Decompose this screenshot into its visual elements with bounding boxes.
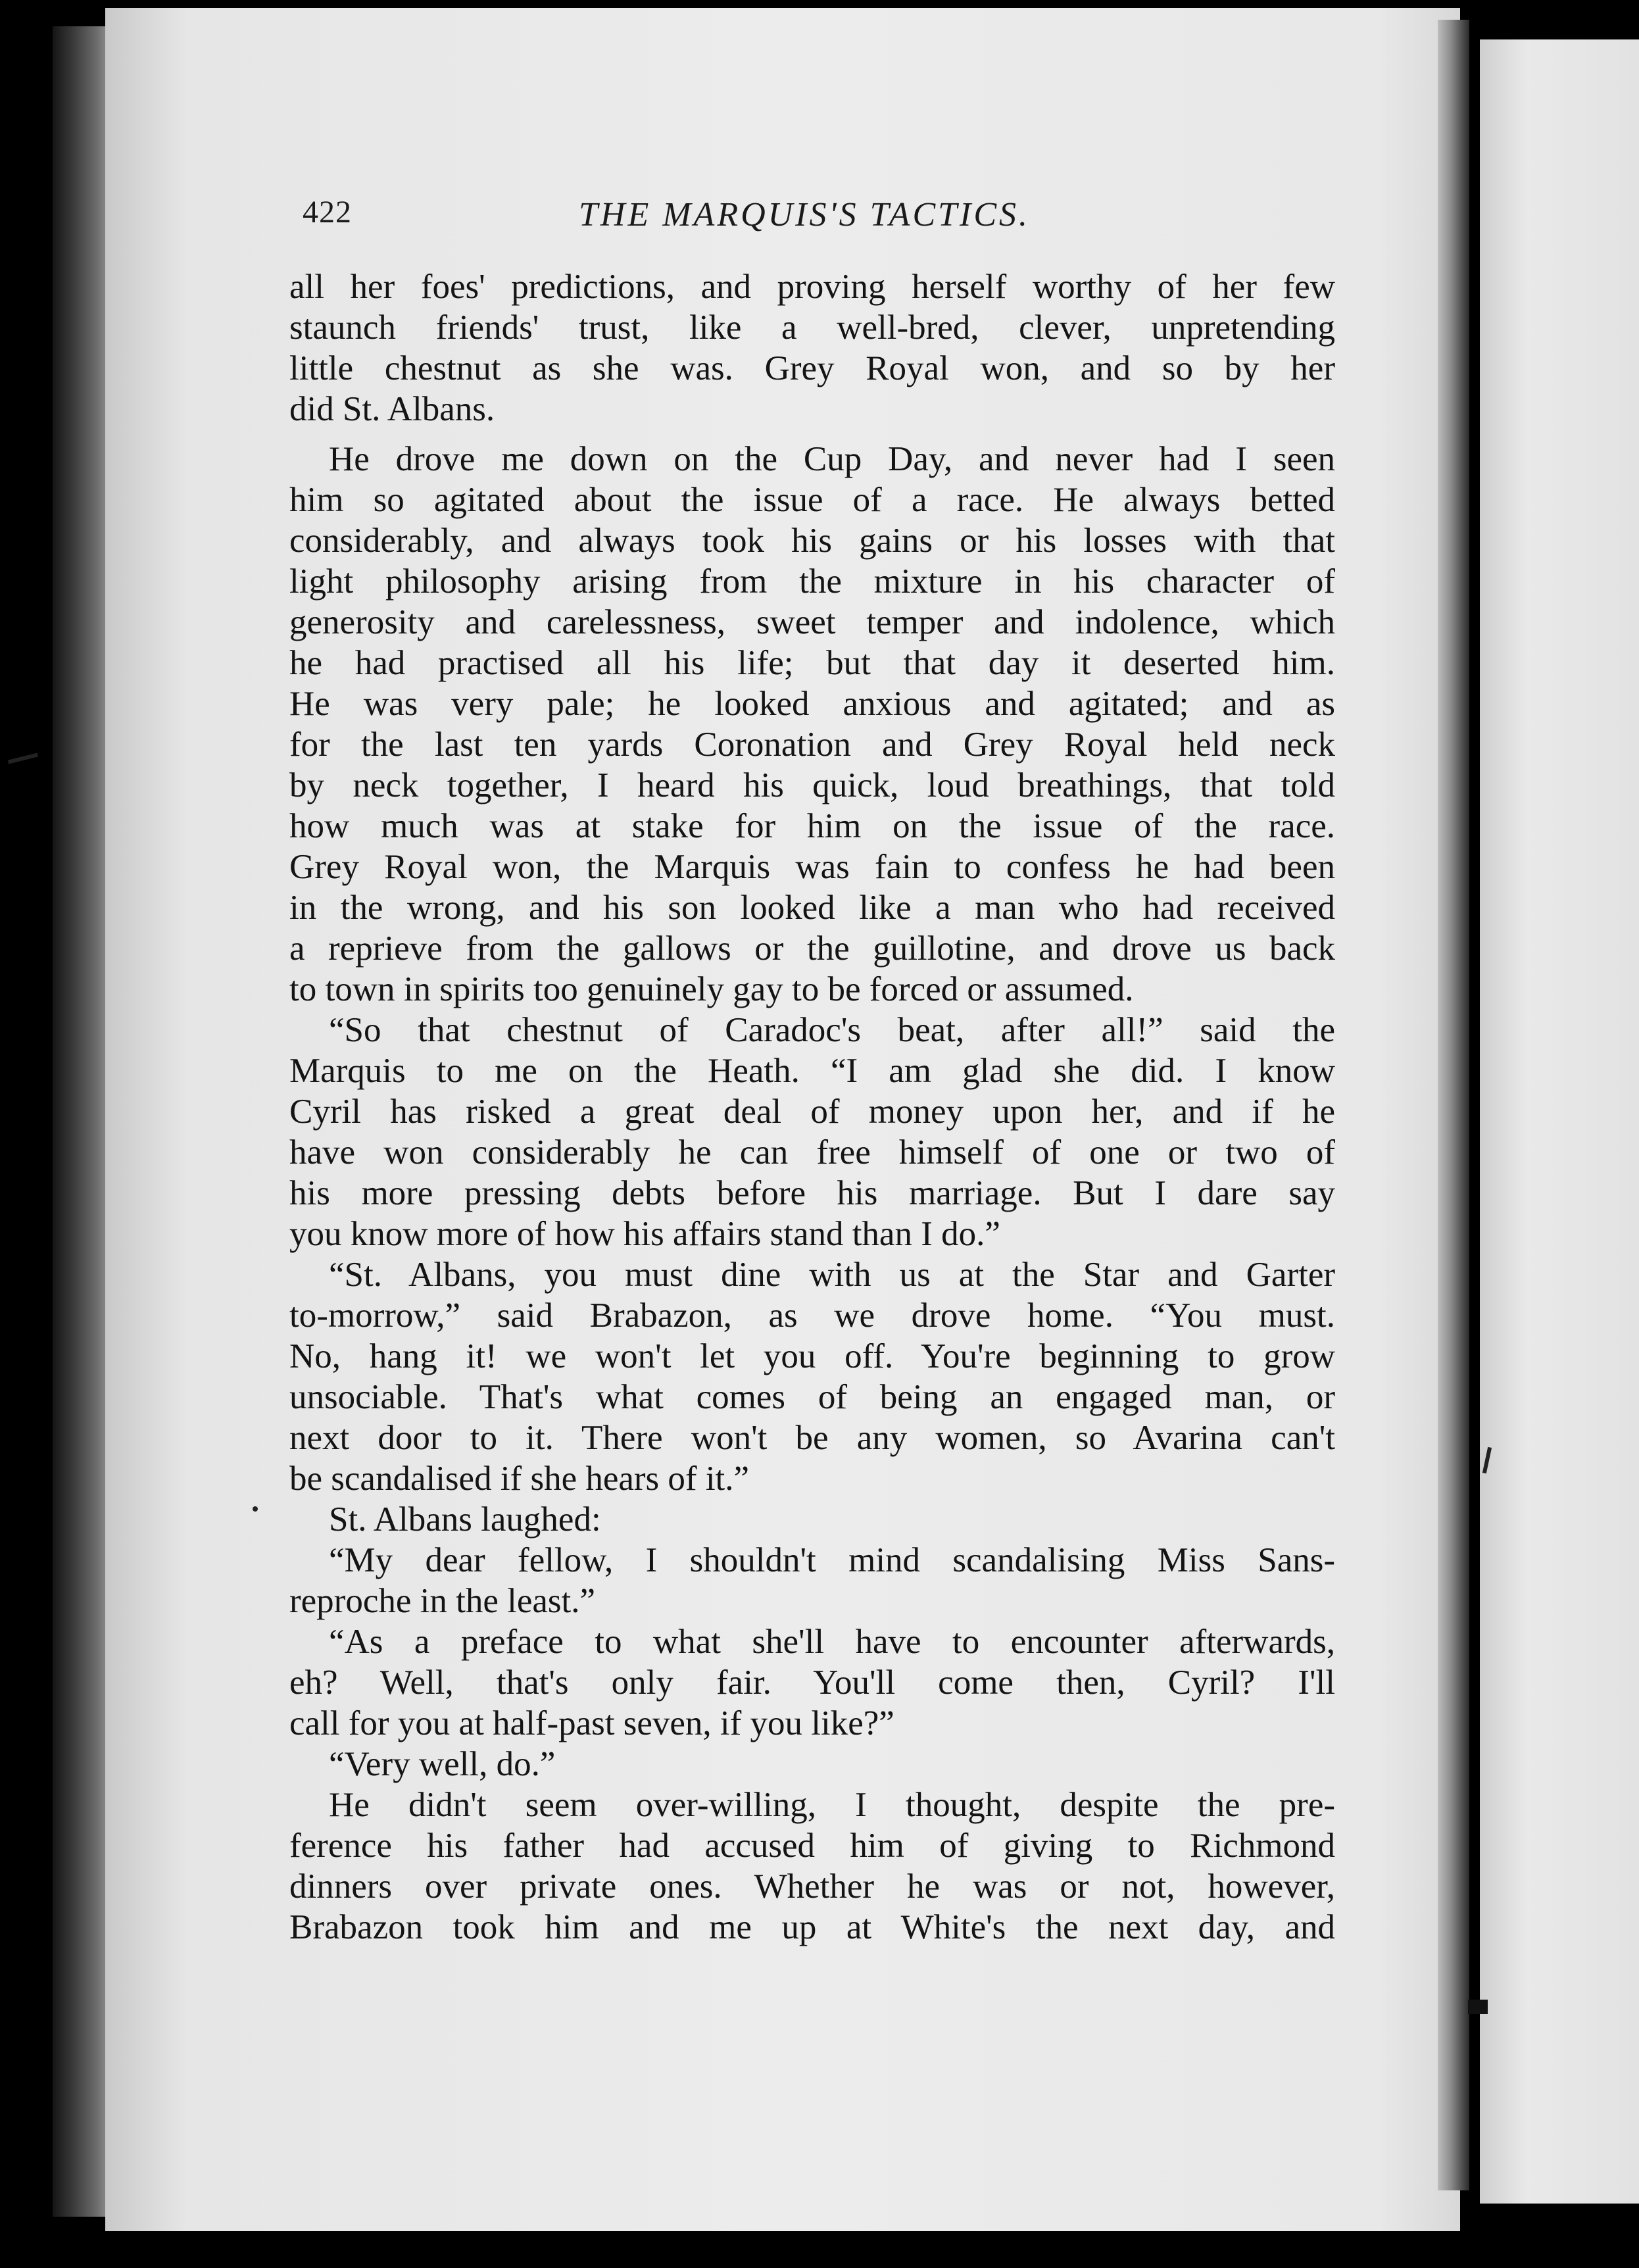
- text-line: for the last ten yards Coronation and Grey Royal held neck: [289, 726, 1335, 764]
- text-line: he had practised all his life; but that day it deserted him.: [289, 644, 1335, 682]
- text-line: “My dear fellow, I shouldn't mind scandalising Miss Sans-: [329, 1541, 1335, 1579]
- text-line: call for you at half-past seven, if you like?”: [289, 1704, 894, 1742]
- text-line: unsociable. That's what comes of being an engaged man, or: [289, 1378, 1335, 1416]
- text-line: “As a preface to what she'll have to encounter afterwards,: [329, 1623, 1335, 1661]
- running-head: [303, 194, 1355, 247]
- text-line: next door to it. There won't be any women, so Avarina can't: [289, 1419, 1335, 1457]
- text-line: little chestnut as she was. Grey Royal won, and so by her: [289, 349, 1335, 387]
- text-line: No, hang it! we won't let you off. You're beginning to grow: [289, 1337, 1335, 1375]
- text-line: a reprieve from the gallows or the guillotine, and drove us back: [289, 929, 1335, 968]
- text-line: him so agitated about the issue of a race. He always betted: [289, 481, 1335, 519]
- text-line: reproche in the least.”: [289, 1582, 595, 1620]
- text-line: how much was at stake for him on the issue of the race.: [289, 807, 1335, 845]
- book-spine-shadow: [53, 26, 112, 2217]
- text-line: have won considerably he can free himself of one or two of: [289, 1133, 1335, 1171]
- text-line: He drove me down on the Cup Day, and never had I seen: [329, 440, 1335, 478]
- text-line: eh? Well, that's only fair. You'll come then, Cyril? I'll: [289, 1664, 1335, 1702]
- text-line: “So that chestnut of Caradoc's beat, after all!” said the: [329, 1011, 1335, 1049]
- text-line: “Very well, do.”: [329, 1745, 556, 1783]
- text-line: in the wrong, and his son looked like a man who had received: [289, 889, 1335, 927]
- margin-dot: [253, 1506, 258, 1512]
- text-line: light philosophy arising from the mixture in his character of: [289, 562, 1335, 601]
- facing-page-mark: [1468, 2000, 1488, 2014]
- text-line: He didn't seem over-willing, I thought, despite the pre-: [329, 1786, 1335, 1824]
- text-line: Brabazon took him and me up at White's the next day, and: [289, 1908, 1335, 1946]
- text-line: dinners over private ones. Whether he was or not, however,: [289, 1867, 1335, 1906]
- text-line: you know more of how his affairs stand than I do.”: [289, 1215, 1000, 1253]
- text-line: “St. Albans, you must dine with us at the Star and Garter: [329, 1256, 1335, 1294]
- text-line: to-morrow,” said Brabazon, as we drove home. “You must.: [289, 1296, 1335, 1335]
- body-text: [289, 266, 1335, 1948]
- page-number: 422: [303, 195, 352, 230]
- text-line: He was very pale; he looked anxious and agitated; and as: [289, 685, 1335, 723]
- text-line: generosity and carelessness, sweet temper and indolence, which: [289, 603, 1335, 641]
- text-line: staunch friends' trust, like a well-bred, clever, unpretending: [289, 308, 1335, 347]
- text-line: his more pressing debts before his marriage. But I dare say: [289, 1174, 1335, 1212]
- text-line: considerably, and always took his gains or his losses with that: [289, 522, 1335, 560]
- text-line: Grey Royal won, the Marquis was fain to confess he had been: [289, 848, 1335, 886]
- text-line: Cyril has risked a great deal of money upon her, and if he: [289, 1093, 1335, 1131]
- page-gutter: [1438, 20, 1469, 2190]
- text-line: to town in spirits too genuinely gay to be forced or assumed.: [289, 970, 1134, 1008]
- text-line: ference his father had accused him of giving to Richmond: [289, 1827, 1335, 1865]
- text-line: St. Albans laughed:: [329, 1500, 601, 1539]
- facing-page-edge: [1480, 39, 1639, 2204]
- running-title: THE MARQUIS'S TACTICS.: [579, 196, 1031, 234]
- text-line: Marquis to me on the Heath. “I am glad she did. I know: [289, 1052, 1335, 1090]
- text-line: be scandalised if she hears of it.”: [289, 1460, 750, 1498]
- text-line: all her foes' predictions, and proving herself worthy of her few: [289, 268, 1335, 306]
- text-line: did St. Albans.: [289, 390, 495, 428]
- text-line: by neck together, I heard his quick, loud breathings, that told: [289, 766, 1335, 804]
